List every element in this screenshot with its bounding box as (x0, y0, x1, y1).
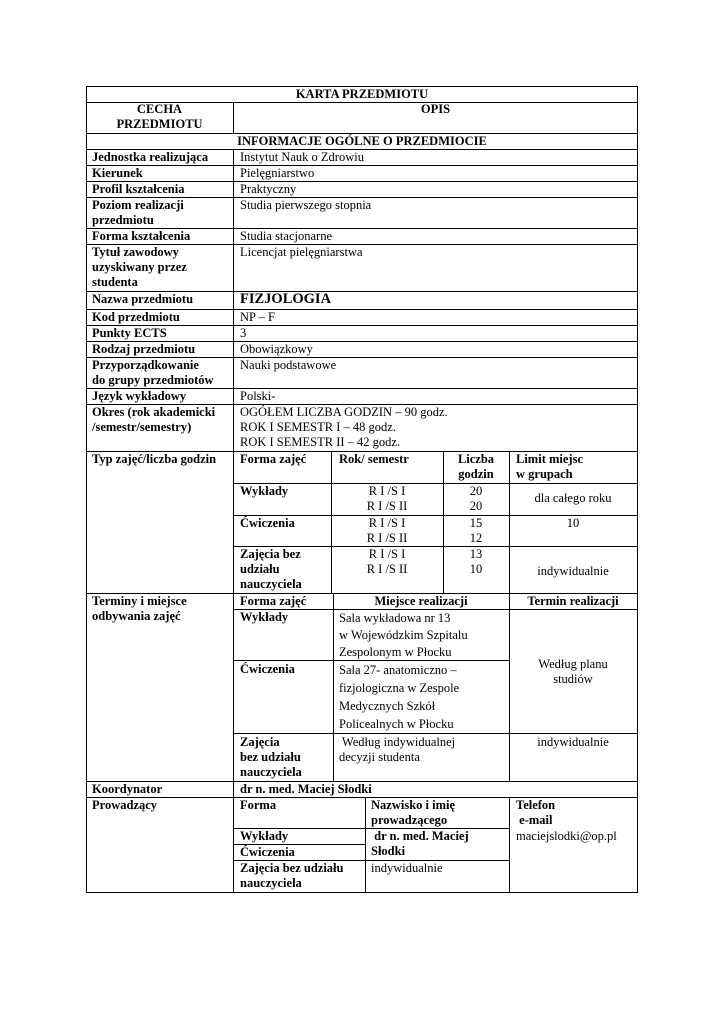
label-poziom-line1: Poziom realizacji (92, 198, 184, 212)
header-col2: OPIS (420, 102, 451, 116)
prowadzacy-row-cwiczenia: Ćwiczenia (240, 845, 295, 859)
typ-row-cwiczenia-limit: 10 (566, 516, 580, 530)
terminy-zajecia-forma3: nauczyciela (240, 765, 302, 779)
typ-row-cwiczenia-godz1: 15 (469, 516, 483, 530)
terminy-zajecia-miejsce2: decyzji studenta (339, 750, 420, 764)
prowadzacy-row-wyklady: Wykłady (240, 829, 289, 843)
typ-header-forma: Forma zajęć (240, 452, 307, 466)
value-rodzaj: Obowiązkowy (240, 342, 313, 356)
label-rodzaj: Rodzaj przedmiotu (92, 342, 196, 356)
label-profil: Profil kształcenia (92, 182, 185, 196)
terminy-cwiczenia-miejsce4: Policealnych w Płocku (339, 717, 454, 731)
typ-row-wyklady-forma: Wykłady (240, 484, 289, 498)
header-col1-line1: CECHA (136, 102, 183, 116)
prowadzacy-email[interactable]: maciejslodki@op.pl (516, 829, 617, 843)
typ-header-limit-line1: Limit miejsc (516, 452, 583, 466)
label-jednostka: Jednostka realizująca (92, 150, 209, 164)
value-jednostka: Instytut Nauk o Zdrowiu (240, 150, 364, 164)
terminy-plan-line2: studiów (553, 672, 593, 686)
label-prowadzacy: Prowadzący (92, 798, 158, 812)
label-ects: Punkty ECTS (92, 326, 167, 340)
label-terminy-line1: Terminy i miejsce (92, 594, 187, 608)
prowadzacy-nazwisko2: Słodki (371, 844, 406, 858)
typ-row-wyklady-godz2: 20 (469, 499, 483, 513)
typ-row-wyklady-limit: dla całego roku (534, 491, 612, 505)
label-jezyk: Język wykładowy (92, 389, 187, 403)
typ-header-rok: Rok/ semestr (339, 452, 409, 466)
value-okres-line2: ROK I SEMESTR I – 48 godz. (240, 420, 396, 434)
prowadzacy-nazwisko1: dr n. med. Maciej (371, 829, 469, 843)
label-kod: Kod przedmiotu (92, 310, 180, 324)
typ-row-zajecia-godz1: 13 (469, 547, 483, 561)
prowadzacy-header-telefon1: Telefon (516, 798, 556, 812)
label-tytul-line2: uzyskiwany przez (92, 260, 187, 274)
value-okres-line3: ROK I SEMESTR II – 42 godz. (240, 435, 401, 449)
typ-row-zajecia-godz2: 10 (469, 562, 483, 576)
value-jezyk: Polski- (240, 389, 276, 403)
label-koordynator: Koordynator (92, 782, 163, 796)
value-profil: Praktyczny (240, 182, 297, 196)
typ-row-wyklady-rok1: R I /S I (368, 484, 406, 498)
value-nazwa: FIZJOLOGIA (240, 291, 332, 307)
typ-row-wyklady-rok2: R I /S II (366, 499, 408, 513)
typ-row-zajecia-forma1: Zajęcia bez (240, 547, 301, 561)
value-koordynator: dr n. med. Maciej Słodki (240, 782, 372, 796)
value-poziom: Studia pierwszego stopnia (240, 198, 372, 212)
value-kod: NP – F (240, 310, 275, 324)
typ-row-cwiczenia-forma: Ćwiczenia (240, 516, 295, 530)
value-forma: Studia stacjonarne (240, 229, 332, 243)
typ-header-liczba-line2: godzin (458, 467, 494, 481)
label-terminy-line2: odbywania zajęć (92, 609, 181, 623)
prowadzacy-header-telefon2: e-mail (516, 813, 553, 827)
terminy-header-forma: Forma zajęć (240, 594, 307, 608)
prowadzacy-header-nazwisko2: prowadzącego (371, 813, 448, 827)
label-forma: Forma kształcenia (92, 229, 191, 243)
prowadzacy-row-zajecia2: nauczyciela (240, 876, 302, 890)
header-col1-line2: PRZEDMIOTU (116, 117, 203, 131)
terminy-cwiczenia-miejsce3: Medycznych Szkół (339, 699, 436, 713)
label-tytul-line3: studenta (92, 275, 138, 289)
terminy-wyklady-miejsce1: Sala wykładowa nr 13 (339, 611, 451, 625)
typ-row-zajecia-rok2: R I /S II (366, 562, 408, 576)
value-okres-line1: OGÓŁEM LICZBA GODZIN – 90 godz. (240, 405, 448, 419)
prowadzacy-indywidualnie: indywidualnie (371, 861, 443, 875)
prowadzacy-header-forma: Forma (240, 798, 277, 812)
terminy-header-termin: Termin realizacji (527, 594, 619, 608)
terminy-zajecia-miejsce1: Według indywidualnej (339, 735, 456, 749)
terminy-zajecia-forma1: Zajęcia (240, 735, 280, 749)
label-tytul-line1: Tytuł zawodowy (92, 245, 179, 259)
value-tytul: Licencjat pielęgniarstwa (240, 245, 363, 259)
typ-row-zajecia-limit: indywidualnie (537, 564, 609, 578)
section-heading: INFORMACJE OGÓLNE O PRZEDMIOCIE (237, 134, 487, 148)
typ-row-zajecia-forma3: nauczyciela (240, 577, 302, 591)
typ-row-cwiczenia-rok2: R I /S II (366, 531, 408, 545)
value-kierunek: Pielęgniarstwo (240, 166, 315, 180)
value-przyp: Nauki podstawowe (240, 358, 337, 372)
label-przyp-line2: do grupy przedmiotów (92, 373, 214, 387)
terminy-zajecia-forma2: bez udziału (240, 750, 301, 764)
label-nazwa: Nazwa przedmiotu (92, 292, 194, 306)
label-okres-line2: /semestr/semestry) (92, 420, 192, 434)
typ-header-limit-line2: w grupach (516, 467, 573, 481)
terminy-cwiczenia-miejsce1: Sala 27- anatomiczno – (339, 663, 457, 677)
terminy-wyklady-miejsce3: Zespolonym w Płocku (339, 645, 452, 659)
label-przyp-line1: Przyporządkowanie (92, 358, 199, 372)
label-kierunek: Kierunek (92, 166, 143, 180)
terminy-header-miejsce: Miejsce realizacji (374, 594, 468, 608)
typ-row-zajecia-forma2: udziału (240, 562, 280, 576)
typ-row-cwiczenia-godz2: 12 (469, 531, 483, 545)
prowadzacy-row-zajecia1: Zajęcia bez udziału (240, 861, 344, 875)
terminy-plan-line1: Według planu (538, 657, 608, 671)
value-ects: 3 (240, 326, 247, 340)
terminy-cwiczenia-miejsce2: fizjologiczna w Zespole (339, 681, 460, 695)
terminy-wyklady-forma: Wykłady (240, 610, 289, 624)
label-poziom-line2: przedmiotu (92, 213, 154, 227)
prowadzacy-header-nazwisko1: Nazwisko i imię (371, 798, 456, 812)
document-title: KARTA PRZEDMIOTU (295, 87, 429, 101)
label-typ: Typ zajęć/liczba godzin (92, 452, 217, 466)
label-okres-line1: Okres (rok akademicki (92, 405, 216, 419)
terminy-cwiczenia-forma: Ćwiczenia (240, 662, 295, 676)
typ-header-liczba-line1: Liczba (457, 452, 495, 466)
typ-row-zajecia-rok1: R I /S I (368, 547, 406, 561)
terminy-zajecia-termin: indywidualnie (537, 735, 609, 749)
typ-row-cwiczenia-rok1: R I /S I (368, 516, 406, 530)
typ-row-wyklady-godz1: 20 (469, 484, 483, 498)
terminy-wyklady-miejsce2: w Wojewódzkim Szpitalu (339, 628, 468, 642)
